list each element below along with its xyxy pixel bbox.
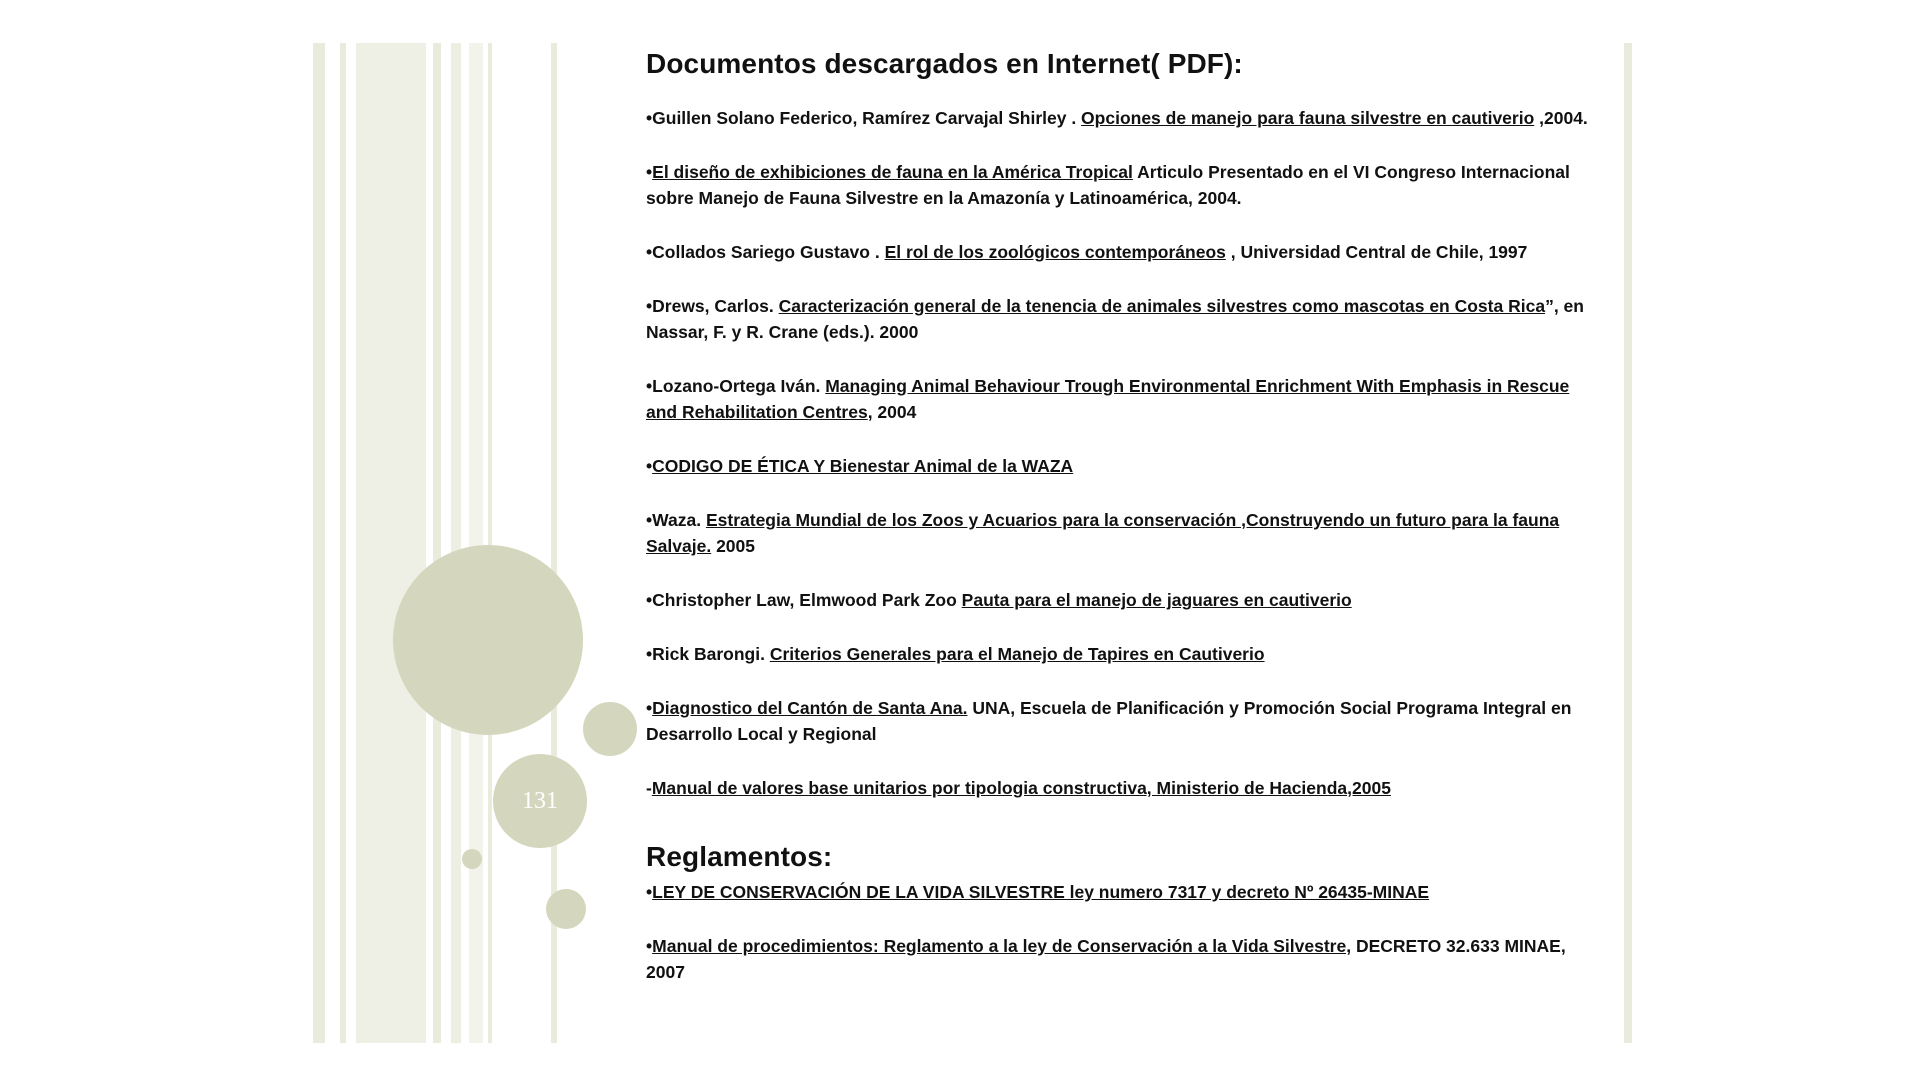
reference-item [646,879,1596,905]
reference-author: Drews [652,296,705,316]
bullet-mark: • [646,242,653,262]
reference-detail: UNA, Escuela de Planificación y Promoción Social Programa Integral en Desarrollo Local y Regional [646,698,1572,744]
small-circle [546,889,586,929]
reference-detail: ,2004. [1534,108,1588,128]
decorative-stripes [313,43,563,1043]
reference-link[interactable]: Estrategia Mundial de los Zoos y Acuarios para la conservación ,Construyendo un futuro para la fauna Salvaje. [646,510,1560,556]
reference-text: . [760,644,770,664]
reference-link[interactable]: Pauta para el manejo de jaguares en cautiverio [961,590,1352,610]
reference-text: , Carlos. [704,296,779,316]
reference-detail: DECRETO 32.633 MINAE, 2007 [646,936,1566,982]
reference-text: Gustavo . [795,242,885,262]
reference-item [646,293,1596,345]
reference-text: Christopher Law, Elmwood Park Zoo [652,590,962,610]
bullet-mark: • [646,296,653,316]
reference-item [646,507,1596,559]
reference-link[interactable]: Manual de procedimientos: Reglamento a la ley de Conservación a la Vida Silvestre, [652,936,1352,956]
reference-item [646,373,1596,425]
reference-item [646,159,1596,211]
reference-author: Collados Sariego [652,242,796,262]
reference-detail: , 2004 [867,402,917,422]
bullet-mark: • [646,376,653,396]
reference-author: Lozano-Ortega [652,376,776,396]
reference-link[interactable]: Criterios Generales para el Manejo de Tapires en Cautiverio [769,644,1265,664]
reference-link[interactable]: El diseño de exhibiciones de fauna en la América Tropical [652,162,1133,182]
bullet-mark: • [646,162,653,182]
page-number: 131 [522,787,558,814]
reference-author: Rick Barongi [652,644,761,664]
reference-item [646,695,1596,747]
reference-link[interactable]: CODIGO DE ÉTICA Y Bienestar Animal de la WAZA [652,456,1074,476]
tiny-circle [462,849,482,869]
reference-item [646,587,1596,613]
documents-list [646,105,1596,801]
slide-content [646,48,1596,1013]
reference-item [646,641,1596,667]
reference-link[interactable]: Caracterización general de la tenencia de animales silvestres como mascotas en Costa Rica [778,296,1546,316]
reference-item [646,105,1596,131]
reference-detail: Articulo Presentado en el VI Congreso Internacional sobre Manejo de Fauna Silvestre en la Amazonía y Latinoamérica, 2004. [646,162,1570,208]
reference-item [646,239,1596,265]
regulations-list [646,879,1596,985]
bullet-mark: • [646,644,653,664]
bullet-mark: • [646,590,653,610]
section-title-documents: Documentos descargados en Internet( PDF): [646,48,1243,79]
reference-link[interactable]: Diagnostico del Cantón de Santa Ana. [652,698,968,718]
bullet-mark: • [646,882,653,902]
reference-link[interactable]: Opciones de manejo para fauna silvestre en cautiverio [1081,108,1535,128]
reference-author: Waza. [652,510,702,530]
bullet-mark: • [646,698,653,718]
bullet-mark: • [646,510,653,530]
bullet-mark: • [646,456,653,476]
reference-detail: 2005 [711,536,755,556]
bullet-mark: • [646,108,653,128]
bullet-mark: - [646,778,652,798]
reference-item [646,775,1596,801]
right-border-stripe [1624,43,1632,1043]
reference-item [646,453,1596,479]
reference-link[interactable]: LEY DE CONSERVACIÓN DE LA VIDA SILVESTRE ley numero 7317 y decreto Nº 26435-MINAE [652,882,1430,902]
reference-author: Guillen Solano Federico, Ramírez Carvajal [652,108,1004,128]
reference-link[interactable]: Managing Animal Behaviour Trough Environmental Enrichment With Emphasis in Rescue and Rehabilitation Centres [646,376,1570,422]
reference-link[interactable]: Manual de valores base unitarios por tipologia constructiva, Ministerio de Hacienda,2005 [651,778,1391,798]
section-title-regulations: Reglamentos: [646,841,833,872]
reference-text: Iván. [775,376,826,396]
reference-detail: ”, en Nassar, F. y R. Crane (eds.). 2000 [646,296,1584,342]
reference-text: Shirley . [1003,108,1082,128]
medium-circle [583,702,637,756]
bullet-mark: • [646,936,653,956]
reference-item [646,933,1596,985]
large-circle [393,545,583,735]
reference-link[interactable]: El rol de los zoológicos contemporáneos [884,242,1226,262]
reference-detail: , Universidad Central de Chile, 1997 [1225,242,1528,262]
